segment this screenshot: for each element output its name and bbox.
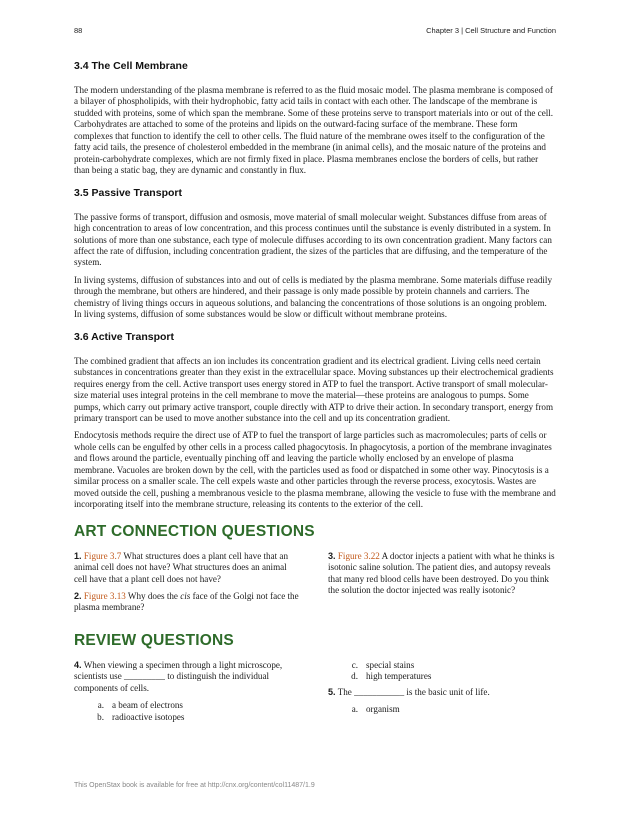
question-emphasis: cis — [180, 590, 191, 601]
answer-options — [74, 700, 302, 723]
option-text: a beam of electrons — [112, 700, 183, 711]
right-column — [328, 660, 556, 727]
question-1 — [74, 551, 302, 585]
section-cell-membrane — [74, 60, 556, 177]
question-number: 3. — [328, 550, 336, 561]
figure-link[interactable]: Figure 3.13 — [83, 590, 126, 601]
question-text: face of the Golgi not face the plasma membrane? — [74, 590, 299, 613]
paragraph: The combined gradient that affects an ion includes its concentration gradient and its electrical gradient. Living cells need certain substances in concentrations greater than they exist in the extracellular space. Moving substances up their electrochemical gradients requires energy from the cell. Active transport uses energy stored in ATP to fuel the transport. Active transport of small molecular-size material uses integral proteins in the cell membrane to move the material—these proteins are analogous to pumps. Some pumps, which carry out primary active transport, couple directly with ATP to drive their action. In secondary transport, energy from primary transport can be used to move another substance into the cell and up its concentration gradient. — [74, 355, 554, 423]
option-text: special stains — [366, 659, 415, 670]
section-passive-transport — [74, 187, 556, 321]
review-heading: REVIEW QUESTIONS — [74, 631, 234, 649]
page-content — [74, 60, 556, 727]
section-active-transport — [74, 331, 556, 511]
answer-options — [328, 704, 556, 715]
left-column — [74, 660, 302, 727]
answer-option — [328, 671, 556, 682]
option-text: high temperatures — [366, 671, 432, 682]
page-number: 88 — [74, 26, 83, 35]
question-text: The ___________ is the basic unit of life. — [335, 686, 490, 697]
question-text: When viewing a specimen through a light microscope, scientists use _________ to distinguish the individual components of cells. — [74, 659, 283, 693]
running-header: Chapter 3 | Cell Structure and Function — [426, 26, 556, 35]
answer-option — [328, 660, 556, 671]
option-letter: a. — [351, 704, 358, 715]
question-number: 1. — [74, 550, 82, 561]
left-column — [74, 551, 302, 620]
question-number: 5. — [328, 686, 336, 697]
section-title: 3.6 Active Transport — [74, 330, 174, 343]
question-number: 4. — [74, 659, 82, 670]
figure-link[interactable]: Figure 3.22 — [337, 550, 380, 561]
option-text: organism — [366, 704, 400, 715]
question-text: Why does the — [125, 590, 181, 601]
option-letter: b. — [97, 711, 104, 722]
question-number: 2. — [74, 590, 82, 601]
question-4 — [74, 660, 302, 694]
answer-options — [328, 660, 556, 683]
paragraph: The modern understanding of the plasma membrane is referred to as the fluid mosaic model. The plasma membrane is composed of a bilayer of phospholipids, with their hydrophobic, fatty acid tails in contact with each other. The landscape of the membrane is studded with proteins, some of which span the membrane. Some of these proteins serve to transport materials into or out of the cell. Carbohydrates are attached to some of the proteins and lipids on the outward-facing surface of the membrane. These form complexes that function to identify the cell to other cells. The fluid nature of the membrane owes itself to the configuration of the fatty acid tails, the presence of cholesterol embedded in the membrane (in animal cells), and the mosaic nature of the proteins and protein-carbohydrate complexes, which are not firmly fixed in place. Plasma membranes enclose the borders of cells, but rather than being a static bag, they are dynamic and constantly in flux. — [74, 85, 554, 176]
option-letter: d. — [351, 671, 358, 682]
paragraph: Endocytosis methods require the direct use of ATP to fuel the transport of large particles such as macromolecules; parts of cells or whole cells can be engulfed by other cells in a process called phagocytosis. In phagocytosis, a portion of the membrane invaginates and flows around the particle, eventually pinching off and leaving the particle wholly enclosed by an envelope of plasma membrane. Vacuoles are broken down by the cell, with the particles used as food or dispatched in some other way. Pinocytosis is a similar process on a smaller scale. The cell expels waste and other particles through the reverse process, exocytosis. Wastes are moved outside the cell, pushing a membranous vesicle to the plasma membrane, allowing the vesicle to fuse with the membrane and incorporating itself into the membrane structure, releasing its contents to the exterior of the cell. — [74, 430, 556, 510]
option-letter: c. — [351, 659, 358, 670]
art-connection-questions — [74, 551, 556, 620]
question-3 — [328, 551, 556, 597]
figure-link[interactable]: Figure 3.7 — [83, 550, 122, 561]
answer-option — [328, 704, 556, 715]
right-column — [328, 551, 556, 620]
option-letter: a. — [97, 700, 104, 711]
question-text: A doctor injects a patient with what he thinks is isotonic saline solution. The patient dies, and autopsy reveals that many red blood cells have been destroyed. Do you think the solution the doctor injected was really isotonic? — [328, 550, 555, 595]
question-2 — [74, 591, 302, 614]
review-questions — [74, 660, 556, 727]
paragraph: In living systems, diffusion of substances into and out of cells is mediated by the plasma membrane. Some materials diffuse readily through the membrane, but others are hindered, and their passage is only made possible by protein channels and carriers. The chemistry of living things occurs in aqueous solutions, and balancing the concentrations of those solutions is an ongoing problem. In living systems, diffusion of some substances would be slow or difficult without membrane proteins. — [74, 274, 552, 320]
answer-option — [74, 712, 302, 723]
question-5 — [328, 687, 556, 698]
section-title: 3.4 The Cell Membrane — [74, 60, 188, 72]
question-text: What structures does a plant cell have that an animal cell does not have? What structures does an animal cell have that a plant cell does not have? — [74, 550, 289, 584]
art-connection-heading: ART CONNECTION QUESTIONS — [74, 522, 315, 540]
page-footer: This OpenStax book is available for free at http://cnx.org/content/col11487/1.9 — [74, 782, 315, 789]
answer-option — [74, 700, 302, 711]
section-title: 3.5 Passive Transport — [74, 186, 182, 199]
paragraph: The passive forms of transport, diffusion and osmosis, move material of small molecular weight. Substances diffuse from areas of high concentration to areas of low concentration, and this process continues until the substance is evenly distributed in a system. In solutions of more than one substance, each type of molecule diffuses according to its own concentration gradient. Many factors can affect the rate of diffusion, including concentration gradient, the sizes of the particles that are diffusing, and the temperature of the system. — [74, 211, 552, 268]
option-text: radioactive isotopes — [112, 711, 185, 722]
